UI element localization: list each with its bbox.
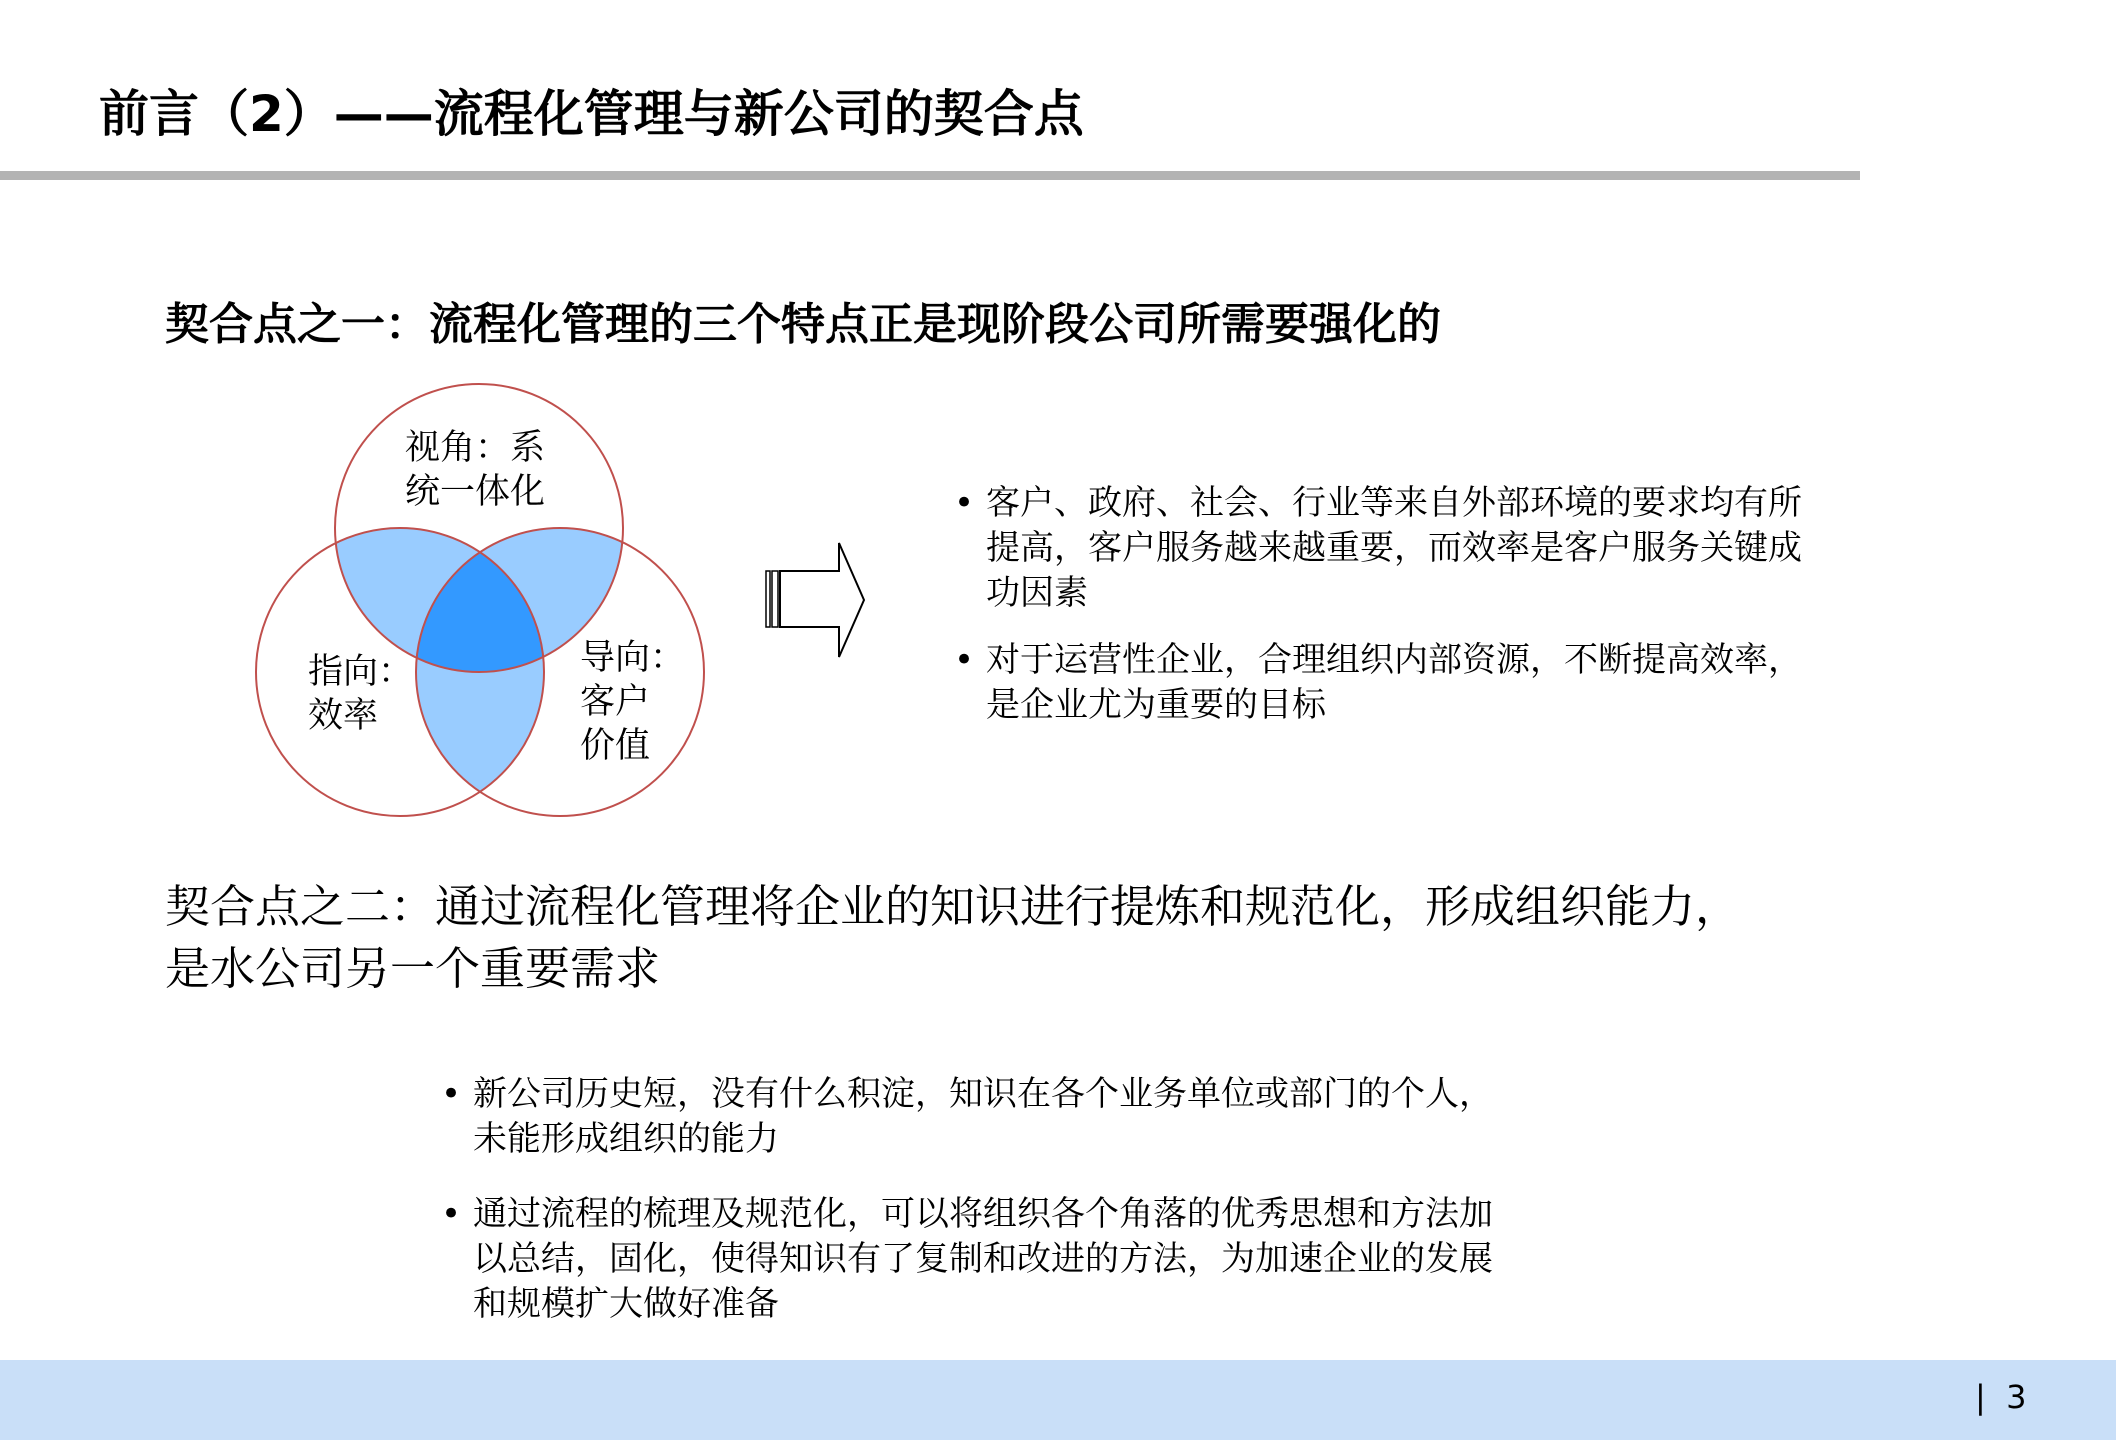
point1-heading: 契合点之一：流程化管理的三个特点正是现阶段公司所需要强化的 [165, 299, 1441, 350]
page-separator: | [1975, 1378, 1986, 1416]
page-number-value: 3 [2006, 1378, 2027, 1416]
point2-bullet: • 通过流程的梳理及规范化，可以将组织各个角落的优秀思想和方法加 以总结，固化，使得知识有了复制和改进的方法，为加速企业的发展 和规模扩大做好准备 [441, 1194, 1493, 1324]
venn-label-top: 视角：系 统一体化 [405, 428, 546, 512]
point2-bullet: • 新公司历史短，没有什么积淀，知识在各个业务单位或部门的个人， 未能形成组织的能力 [441, 1074, 1493, 1159]
point1-bullet: • 对于运营性企业，合理组织内部资源，不断提高效率， 是企业尤为重要的目标 [954, 640, 1802, 725]
bullet-icon: • [954, 640, 975, 680]
page-number [1975, 1378, 2026, 1416]
bullet-icon: • [441, 1194, 462, 1234]
bullet-icon: • [954, 483, 975, 523]
bullet-icon: • [441, 1074, 462, 1114]
point2-heading: 契合点之二：通过流程化管理将企业的知识进行提炼和规范化，形成组织能力， 是水公司另一个重要需求 [165, 880, 1741, 995]
slide-title: 前言（2）——流程化管理与新公司的契合点 [99, 85, 1084, 143]
venn-label-right: 导向： 客户 价值 [580, 638, 686, 766]
footer-bar [0, 1360, 2116, 1440]
point1-bullet: • 客户、政府、社会、行业等来自外部环境的要求均有所 提高，客户服务越来越重要，而效率是客户服务关键成 功因素 [954, 483, 1802, 613]
venn-label-left: 指向： 效率 [308, 652, 414, 736]
right-arrow-icon [766, 543, 864, 657]
